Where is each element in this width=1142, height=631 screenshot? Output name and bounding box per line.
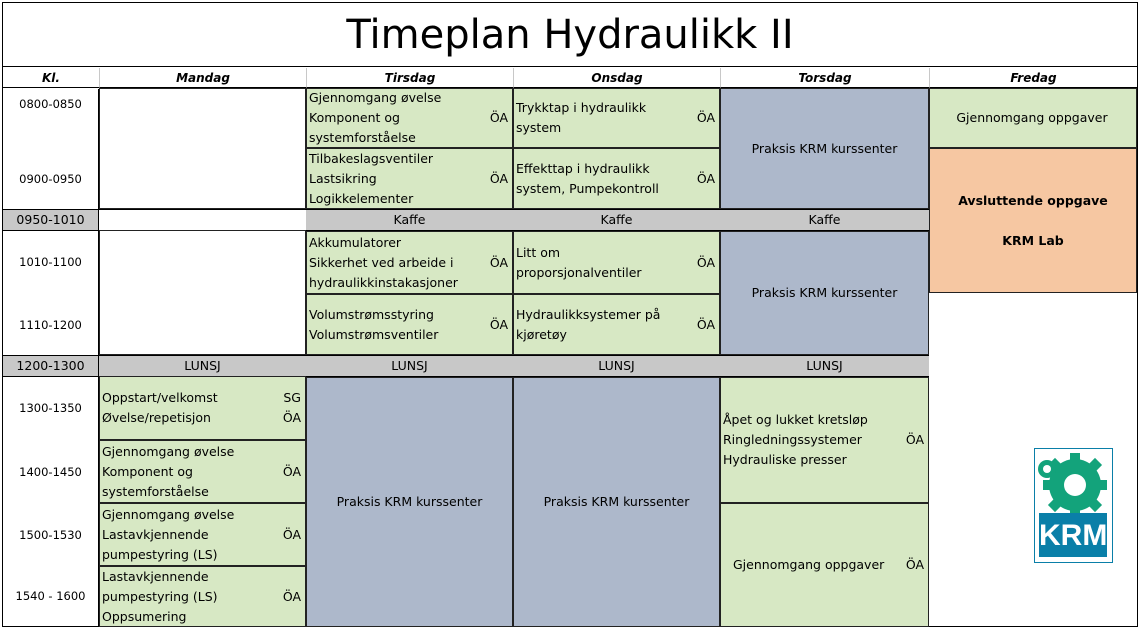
time-slot: 0800-0850 xyxy=(3,89,99,119)
page-title: Timeplan Hydraulikk II xyxy=(3,3,1137,67)
thursday-session-2: Gjennomgang oppgaver ÖA xyxy=(720,503,929,627)
monday-session-2: Gjennomgang øvelse Komponent og systemforståelse ÖA xyxy=(99,440,306,503)
header-friday: Fredag xyxy=(929,68,1137,88)
lunch-break: LUNSJ xyxy=(513,355,720,377)
time-slot: 1110-1200 xyxy=(3,294,99,355)
wednesday-practice: Praksis KRM kurssenter xyxy=(513,377,720,627)
final-task-sub: KRM Lab xyxy=(1002,232,1064,248)
time-spacer xyxy=(3,119,99,149)
monday-session-4: Lastavkjennende pumpestyring (LS) Oppsumering ÖA xyxy=(99,566,306,627)
tuesday-practice: Praksis KRM kurssenter xyxy=(306,377,513,627)
tuesday-session-2: Tilbakeslagsventiler Lastsikring Logikkelementer ÖA xyxy=(306,148,513,209)
header-time: Kl. xyxy=(3,68,99,88)
wednesday-session-4: Hydraulikksystemer på kjøretøy ÖA xyxy=(513,294,720,355)
monday-empty-am2 xyxy=(99,230,306,355)
wednesday-session-1: Trykktap i hydraulikk system ÖA xyxy=(513,88,720,148)
wednesday-session-3: Litt om proporsjonalventiler ÖA xyxy=(513,231,720,294)
tuesday-session-1: Gjennomgang øvelse Komponent og systemforståelse ÖA xyxy=(306,88,513,148)
monday-break-empty xyxy=(99,209,306,231)
tuesday-session-3: Akkumulatorer Sikkerhet ved arbeide i hydraulikkinstakasjoner ÖA xyxy=(306,231,513,294)
lunch-break: LUNSJ xyxy=(720,355,929,377)
thursday-practice-1: Praksis KRM kurssenter xyxy=(720,88,929,209)
time-slot: 1010-1100 xyxy=(3,230,99,294)
header-wednesday: Onsdag xyxy=(513,68,720,88)
coffee-break: Kaffe xyxy=(306,209,513,231)
time-slot: 1540 - 1600 xyxy=(3,566,99,626)
coffee-break: Kaffe xyxy=(720,209,929,231)
friday-final-task xyxy=(929,148,1137,293)
break-time: 0950-1010 xyxy=(3,209,99,231)
time-slot: 0900-0950 xyxy=(3,149,99,209)
monday-session-3: Gjennomgang øvelse Lastavkjennende pumpestyring (LS) ÖA xyxy=(99,503,306,566)
monday-session-1: Oppstart/velkomst Øvelse/repetisjon SG ÖA xyxy=(99,376,306,440)
lunch-break: LUNSJ xyxy=(99,355,306,377)
time-slot: 1400-1450 xyxy=(3,440,99,503)
header-tuesday: Tirsdag xyxy=(306,68,513,88)
monday-empty-am1 xyxy=(99,88,306,209)
header-monday: Mandag xyxy=(99,68,306,88)
header-thursday: Torsdag xyxy=(720,68,929,88)
time-slot: 1500-1530 xyxy=(3,503,99,566)
wednesday-session-2: Effekttap i hydraulikk system, Pumpekontroll ÖA xyxy=(513,148,720,209)
tuesday-session-4: Volumstrømsstyring Volumstrømsventiler ÖA xyxy=(306,294,513,355)
krm-logo xyxy=(1034,448,1113,563)
thursday-session-1: Åpet og lukket kretsløp Ringledningssystemer Hydrauliske presser ÖA xyxy=(720,377,929,503)
friday-session-1: Gjennomgang oppgaver xyxy=(929,88,1137,148)
thursday-practice-2: Praksis KRM kurssenter xyxy=(720,231,929,355)
lunch-break: LUNSJ xyxy=(306,355,513,377)
lunch-time: 1200-1300 xyxy=(3,355,99,377)
coffee-break: Kaffe xyxy=(513,209,720,231)
logo-text: KRM xyxy=(1039,519,1108,552)
time-slot: 1300-1350 xyxy=(3,376,99,440)
final-task-title: Avsluttende oppgave xyxy=(958,192,1108,208)
